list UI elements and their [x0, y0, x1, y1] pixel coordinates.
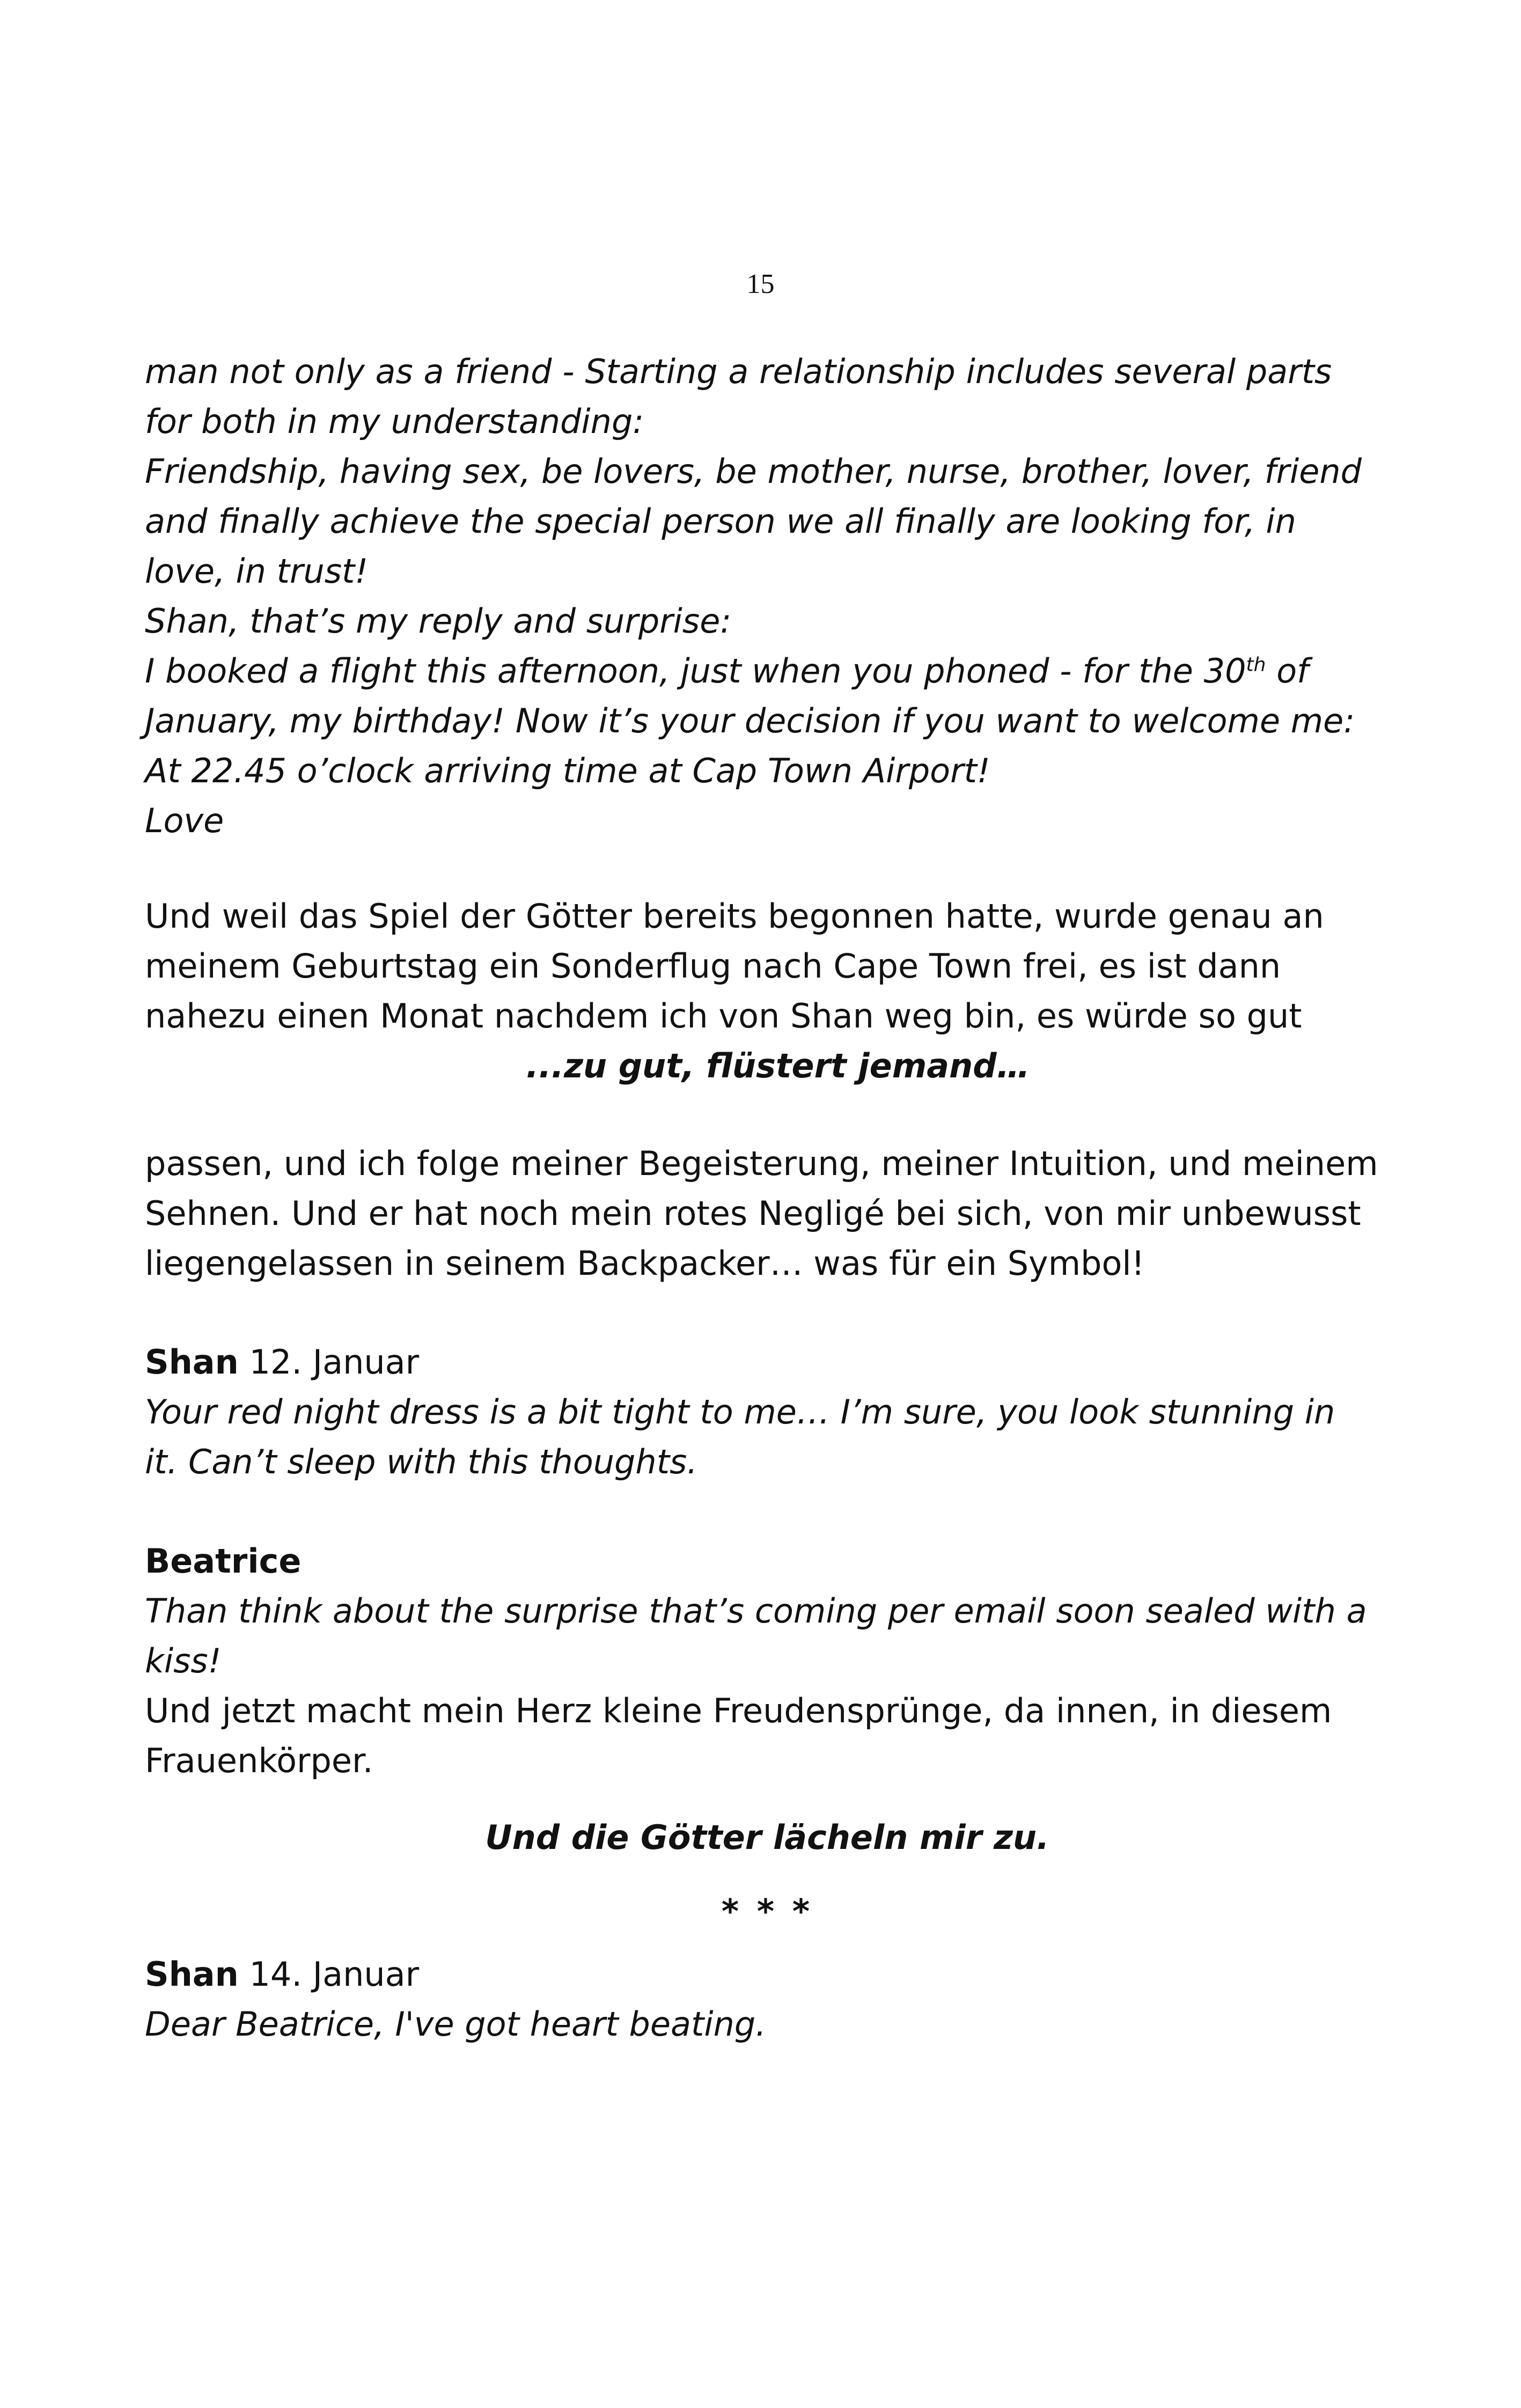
sender-name: Beatrice — [145, 1541, 302, 1581]
message-entry — [145, 1949, 1390, 2049]
message-line: it. Can’t sleep with this thoughts. — [145, 1442, 698, 1481]
entry-header — [145, 1949, 1390, 1999]
letter-line: January, my birthday! Now it’s your decision if you want to welcome me: — [145, 701, 1355, 740]
narration-paragraph — [145, 891, 1390, 1091]
narration-line: Und jetzt macht mein Herz kleine Freudensprünge, da innen, in diesem — [145, 1691, 1332, 1730]
message-line: Than think about the surprise that’s coming per email soon sealed with a — [145, 1591, 1367, 1631]
sender-name: Shan — [145, 1342, 239, 1382]
narration-line: passen, und ich folge meiner Begeisterung, meiner Intuition, und meinem — [145, 1144, 1378, 1183]
entry-header — [145, 1337, 1390, 1387]
narration-line: nahezu einen Monat nachdem ich von Shan weg bin, es würde so gut — [145, 996, 1302, 1036]
letter-line: love, in trust! — [145, 552, 369, 591]
narration-line: Frauenkörper. — [145, 1741, 373, 1780]
message-line: kiss! — [145, 1641, 222, 1680]
narration-line: liegengelassen in seinem Backpacker… was für ein Symbol! — [145, 1244, 1145, 1283]
letter-line: At 22.45 o’clock arriving time at Cap Town Airport! — [145, 751, 990, 790]
message-entry — [145, 1337, 1390, 1487]
ordinal-suffix: th — [1246, 654, 1266, 676]
narration-line: Und weil das Spiel der Götter bereits begonnen hatte, wurde genau an — [145, 897, 1324, 936]
letter-line: man not only as a friend - Starting a relationship includes several parts — [145, 352, 1332, 391]
letter-line: Love — [145, 801, 224, 840]
narration-paragraph — [145, 1139, 1390, 1288]
letter-line: Shan, that’s my reply and surprise: — [145, 601, 732, 641]
letter-line: for both in my understanding: — [145, 402, 644, 441]
letter-line: Friendship, having sex, be lovers, be mother, nurse, brother, lover, friend — [145, 452, 1362, 491]
gods-smile-line: Und die Götter lächeln mir zu. — [485, 1818, 1049, 1857]
flight-text-end: of — [1266, 651, 1309, 691]
section-separator: * * * — [721, 1892, 813, 1931]
whisper-line: ...zu gut, flüstert jemand… — [526, 1046, 1030, 1085]
letter-line: and finally achieve the special person we all finally are looking for, in — [145, 502, 1296, 541]
letter-flight-line — [145, 646, 1390, 696]
sender-name: Shan — [145, 1955, 239, 1994]
message-line: Your red night dress is a bit tight to me… I’m sure, you look stunning in — [145, 1392, 1335, 1431]
entry-date: 14. Januar — [238, 1955, 420, 1994]
flight-text: I booked a flight this afternoon, just when you phoned - for the 30 — [145, 651, 1246, 691]
page-number: 15 — [746, 269, 775, 299]
entry-date: 12. Januar — [238, 1342, 420, 1382]
narration-line: meinem Geburtstag ein Sonderflug nach Cape Town frei, es ist dann — [145, 946, 1281, 986]
narration-line: Sehnen. Und er hat noch mein rotes Negligé bei sich, von mir unbewusst — [145, 1194, 1361, 1233]
message-entry — [145, 1536, 1390, 1786]
message-line: Dear Beatrice, I've got heart beating. — [145, 2005, 766, 2044]
letter-text — [145, 347, 1390, 846]
